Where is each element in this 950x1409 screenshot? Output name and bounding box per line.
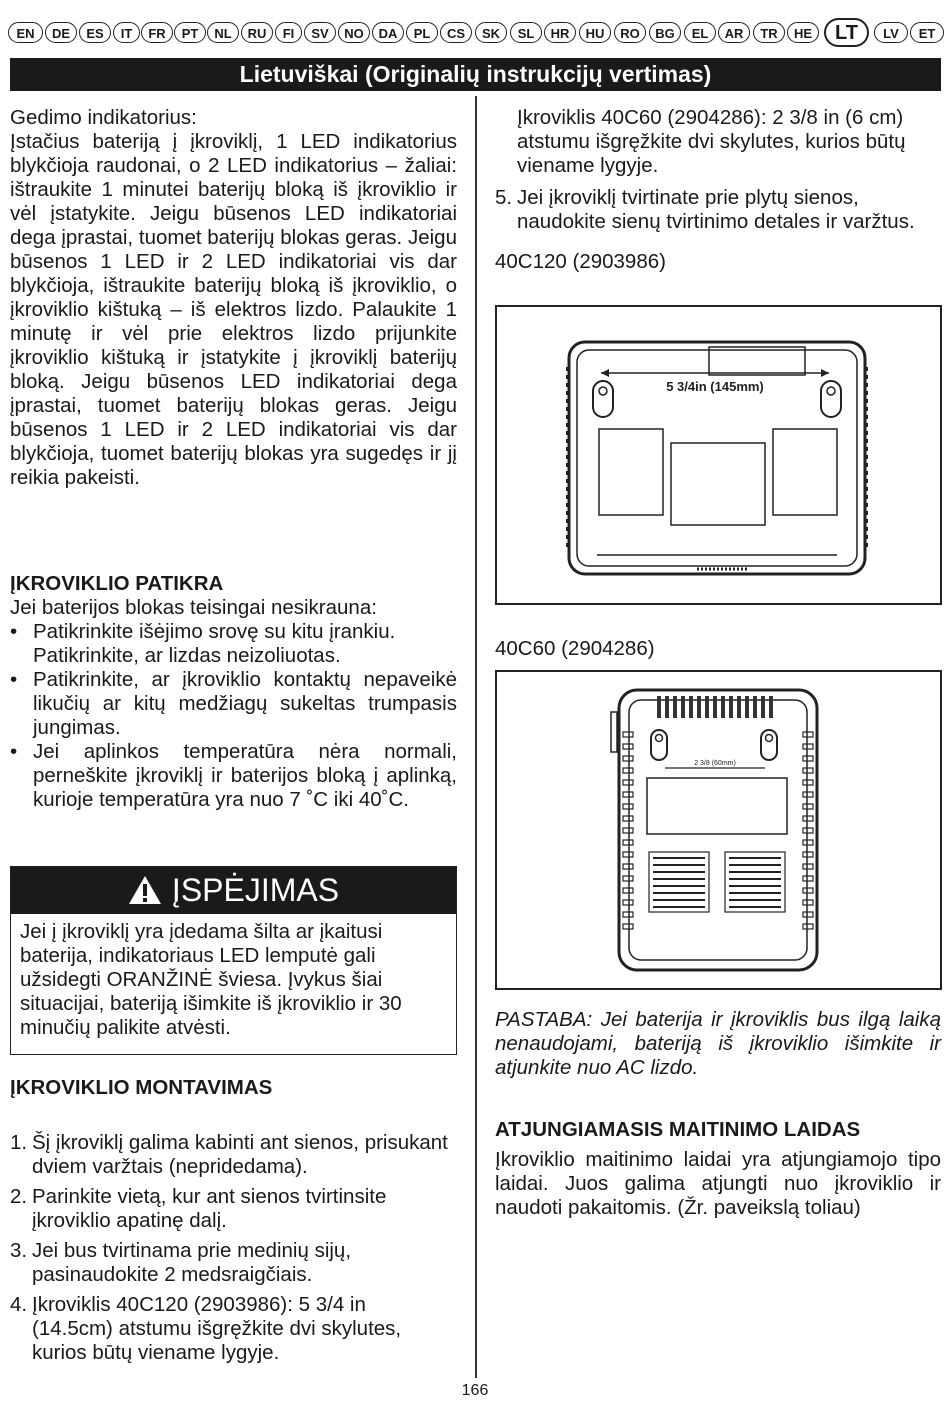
check-heading: ĮKROVIKLIO PATIKRA: [10, 572, 224, 595]
lang-it: IT: [113, 22, 140, 43]
charger-check-section: [10, 572, 457, 812]
list-item: [10, 1239, 457, 1287]
right-column-top: [495, 106, 941, 274]
warning-header: [11, 867, 456, 914]
check-list: [10, 620, 457, 812]
mount-steps: [10, 1131, 457, 1365]
lang-lv: LV: [874, 22, 908, 43]
dimension-label-40c120: 5 3/4in (145mm): [666, 379, 764, 394]
lang-fr: FR: [141, 22, 173, 43]
lang-tr: TR: [753, 22, 785, 43]
step-text: Jei bus tvirtinama prie medinių sijų, pasinaudokite 2 medsraigčiais.: [32, 1239, 352, 1286]
lang-en: EN: [8, 22, 43, 43]
page-title: Lietuviškai (Originalių instrukcijų vertimas): [10, 58, 941, 91]
lang-et: ET: [910, 22, 944, 43]
lang-ro: RO: [614, 22, 646, 43]
lang-nl: NL: [207, 22, 239, 43]
fault-text: Įstačius bateriją į įkroviklį, 1 LED indikatorius blykčioja raudonai, o 2 LED indikatorius – žaliai: ištraukite 1 minutei baterijų bloką iš įkroviklio ir vėl įstatykite. Jeigu būsenos LED indikatoriai dega įprastai, tuomet baterijų blokas geras. Jeigu būsenos 1 LED ir 2 LED indikatoriai vis dar blykčioja, ištraukite baterijų bloką iš įkroviklio, o įkroviklio kištuką – iš elektros lizdo. Palaukite 1 minutę ir vėl prie elektros lizdo prijunkite įkroviklio kištuką ir įstatykite į įkroviklį baterijų bloką. Jeigu būsenos LED indikatoriai dega įprastai, tuomet baterijų blokas geras. Jeigu būsenos 1 LED ir 2 LED indikatoriai vis dar blykčioja, tuomet baterijų blokas yra sugedęs ir jį reikia pakeisti.: [10, 130, 457, 489]
warning-triangle-icon: [128, 875, 162, 905]
figure-caption-40c120: 40C120 (2903986): [495, 250, 666, 273]
figure-caption-block-40c60: [495, 637, 941, 661]
lang-ar: AR: [718, 22, 750, 43]
lang-pl: PL: [406, 22, 438, 43]
cord-text: Įkroviklio maitinimo laidai yra atjungiamojo tipo laidai. Juos galima atjungti nuo įkroviklio ir naudoti pakaitomis. (Žr. paveikslą toliau): [495, 1148, 941, 1219]
lang-fi: FI: [275, 22, 302, 43]
step-text: Jei įkroviklį tvirtinate prie plytų sienos, naudokite sienų tvirtinimo detales ir varžtus.: [517, 186, 915, 233]
list-item: [10, 1185, 457, 1233]
step-text: Parinkite vietą, kur ant sienos tvirtinsite įkroviklio apatinę dalį.: [32, 1185, 387, 1232]
lang-de: DE: [45, 22, 77, 43]
dimension-label-40c60: 2 3/8 (60mm): [694, 760, 736, 767]
step-number: 5.: [495, 186, 513, 209]
note-text: PASTABA: Jei baterija ir įkroviklis bus ilgą laiką nenaudojami, bateriją iš įkroviklio išimkite ir atjunkite nuo AC lizdo.: [495, 1008, 941, 1079]
step4-continued: Įkroviklis 40C60 (2904286): 2 3/8 in (6 cm) atstumu išgręžkite dvi skylutes, kurios būtų viename lygyje.: [517, 106, 906, 177]
charger-40c60-bottom-illustration: [497, 672, 940, 988]
list-item: [495, 186, 941, 234]
lang-es: ES: [79, 22, 111, 43]
language-bar-tail: [8, 20, 944, 48]
lang-ru: RU: [241, 22, 273, 43]
lang-sl: SL: [510, 22, 542, 43]
warning-box: [10, 866, 457, 1055]
list-item: • Patikrinkite išėjimo srovę su kitu įrankiu. Patikrinkite, ar lizdas neizoliuotas.: [10, 620, 457, 668]
figure-40c120: [495, 305, 942, 605]
lang-he: HE: [787, 22, 819, 43]
figure-40c60: [495, 670, 942, 990]
warning-text: Jei į įkroviklį yra įdedama šilta ar įkaitusi baterija, indikatoriaus LED lemputė gali užsidegti ORANŽINĖ šviesa. Įvykus šiai situacijai, bateriją išimkite iš įkroviklio ir 30 minučių palikite atvėsti.: [20, 920, 402, 1039]
charger-40c120-bottom-illustration: [497, 307, 940, 603]
lang-lt-active: LT: [824, 18, 869, 47]
list-item: • Patikrinkite, ar įkroviklio kontaktų nepaveikė likučių ar kitų medžiagų sukeltas trumpasis jungimas.: [10, 668, 457, 740]
check-intro: Jei baterijos blokas teisingai nesikrauna:: [10, 596, 377, 619]
mounting-section: [10, 1076, 457, 1365]
lang-el: EL: [684, 22, 716, 43]
page-number: 166: [461, 1382, 489, 1399]
step-number: 4.: [10, 1293, 28, 1316]
lang-hr: HR: [544, 22, 576, 43]
lang-hu: HU: [579, 22, 611, 43]
warning-title: ĮSPĖJIMAS: [171, 872, 340, 908]
lang-no: NO: [338, 22, 370, 43]
right-column-bottom: [495, 1008, 941, 1220]
mount-steps-continued: [495, 186, 941, 234]
lang-sk: SK: [475, 22, 507, 43]
lang-da: DA: [372, 22, 404, 43]
list-item: [10, 1293, 457, 1365]
fault-heading: Gedimo indikatorius:: [10, 106, 197, 129]
step-number: 1.: [10, 1131, 28, 1154]
left-column: [10, 106, 457, 490]
lang-pt: PT: [174, 22, 206, 43]
lang-cs: CS: [440, 22, 472, 43]
list-item: • Jei aplinkos temperatūra nėra normali, perneškite įkroviklį ir baterijos bloką į aplinką, kurioje temperatūra yra nuo 7 ˚C iki 40˚C.: [10, 740, 457, 812]
mount-heading: ĮKROVIKLIO MONTAVIMAS: [10, 1076, 273, 1099]
step-number: 3.: [10, 1239, 28, 1262]
step-number: 2.: [10, 1185, 28, 1208]
step-text: Šį įkroviklį galima kabinti ant sienos, prisukant dviem varžtais (nepridedama).: [32, 1131, 448, 1178]
figure-caption-40c60: 40C60 (2904286): [495, 637, 655, 660]
column-divider: [475, 96, 477, 1378]
cord-heading: ATJUNGIAMASIS MAITINIMO LAIDAS: [495, 1118, 861, 1141]
list-item: [10, 1131, 457, 1179]
step-text: Įkroviklis 40C120 (2903986): 5 3/4 in (14.5cm) atstumu išgręžkite dvi skylutes, kurios būtų viename lygyje.: [32, 1293, 402, 1364]
lang-bg: BG: [649, 22, 681, 43]
lang-sv: SV: [304, 22, 336, 43]
